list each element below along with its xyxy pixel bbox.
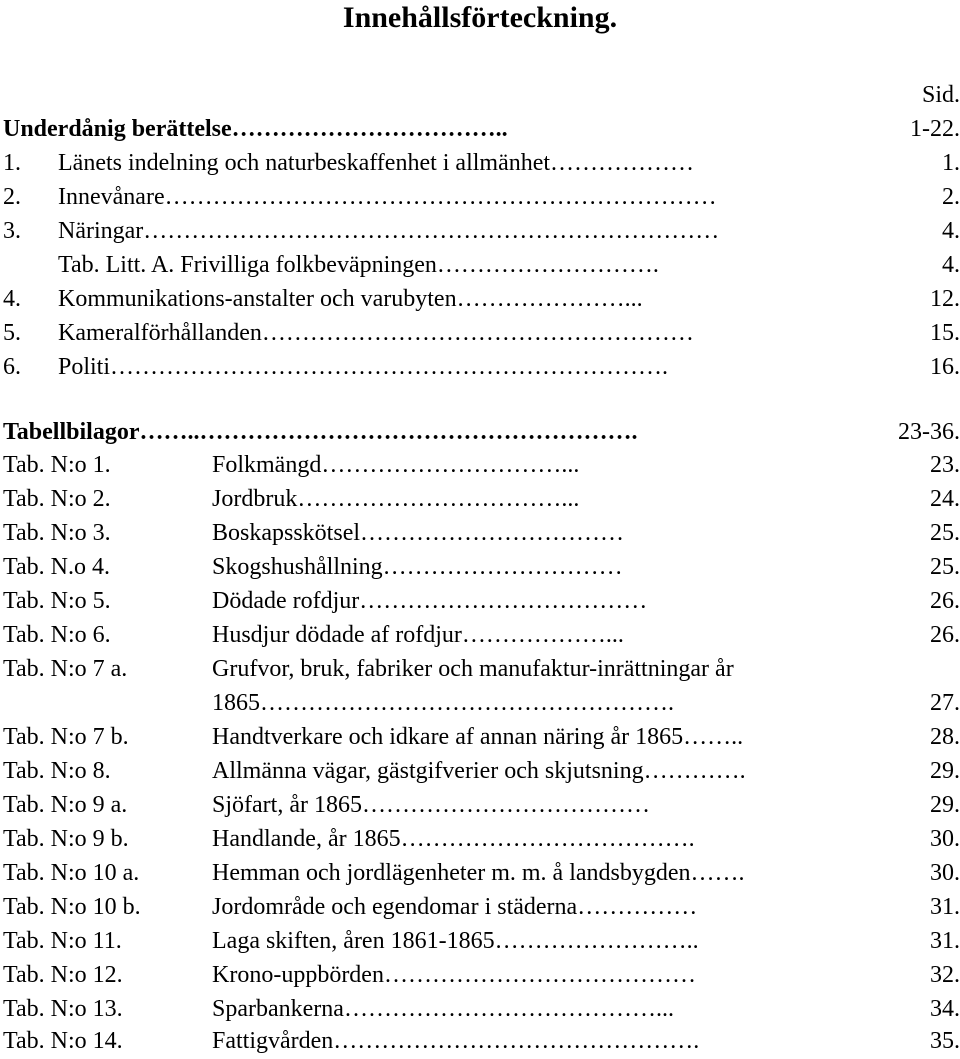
table-entry — [0, 1024, 960, 1058]
entry-number: 4. — [3, 286, 21, 312]
table-entry — [0, 958, 960, 992]
section-heading: Tabellbilagor……..………………………………………………. — [3, 419, 638, 445]
table-number: Tab. N:o 9 a. — [3, 792, 128, 818]
entry-page: 27. — [930, 690, 960, 716]
table-entry — [0, 482, 960, 516]
table-title: Dödade rofdjur……………………………… — [212, 588, 648, 614]
page-title: Innehållsförteckning. — [342, 1, 618, 34]
table-entry — [0, 822, 960, 856]
table-number: Tab. N:o 8. — [3, 758, 111, 784]
table-number: Tab. N:o 2. — [3, 486, 111, 512]
entry-page: 29. — [930, 758, 960, 784]
entry-number: 5. — [3, 320, 21, 346]
entry-page: 23. — [930, 452, 960, 478]
table-number: Tab. N:o 13. — [3, 996, 123, 1022]
entry-title: Länets indelning och naturbeskaffenhet i allmänhet……………… — [58, 150, 695, 176]
section-heading-row — [0, 415, 960, 449]
toc-entry — [0, 350, 960, 384]
table-entry — [0, 720, 960, 754]
table-number: Tab. N:o 5. — [3, 588, 111, 614]
page-column-header: Sid. — [921, 82, 960, 108]
entry-number: 6. — [3, 354, 21, 380]
table-title: Sparbankerna…………………………………... — [212, 996, 674, 1022]
entry-page: 29. — [930, 792, 960, 818]
entry-page: 15. — [930, 320, 960, 346]
table-title: 1865……………………………………………. — [212, 690, 674, 716]
table-title: Grufvor, bruk, fabriker och manufaktur-inrättningar år — [212, 656, 734, 682]
toc-entry — [0, 146, 960, 180]
table-entry — [0, 788, 960, 822]
table-title: Sjöfart, år 1865……………………………… — [212, 792, 650, 818]
table-title: Handlande, år 1865………………………………. — [212, 826, 695, 852]
entry-page: 31. — [930, 894, 960, 920]
entry-title: Kameralförhållanden……………………………………………… — [58, 320, 694, 346]
entry-page: 34. — [930, 996, 960, 1022]
table-number: Tab. N:o 12. — [3, 962, 123, 988]
section-heading-page: 23-36. — [898, 419, 960, 445]
table-title: Hemman och jordlägenheter m. m. å landsbygden……. — [212, 860, 745, 886]
entry-title: Tab. Litt. A. Frivilliga folkbeväpningen………………………. — [58, 252, 659, 278]
table-title: Krono-uppbörden………………………………… — [212, 962, 696, 988]
table-title: Jordområde och egendomar i städerna…………… — [212, 894, 698, 920]
entry-page: 1. — [942, 150, 960, 176]
entry-title: Innevånare…………………………………………………………… — [58, 184, 717, 210]
table-entry — [0, 584, 960, 618]
entry-page: 4. — [942, 252, 960, 278]
table-number: Tab. N:o 1. — [3, 452, 111, 478]
entry-page: 28. — [930, 724, 960, 750]
table-entry — [0, 652, 960, 686]
entry-page: 16. — [930, 354, 960, 380]
section-heading-row — [0, 112, 960, 146]
entry-number: 1. — [3, 150, 21, 176]
table-number: Tab. N.o 4. — [3, 554, 110, 580]
table-entry — [0, 856, 960, 890]
table-number: Tab. N:o 9 b. — [3, 826, 129, 852]
entry-page: 24. — [930, 486, 960, 512]
toc-entry — [0, 180, 960, 214]
table-title: Boskapsskötsel…………………………… — [212, 520, 625, 546]
entry-page: 35. — [930, 1028, 960, 1054]
entry-page: 30. — [930, 860, 960, 886]
table-number: Tab. N:o 11. — [3, 928, 122, 954]
table-title: Laga skiften, åren 1861-1865…………………….. — [212, 928, 699, 954]
entry-page: 25. — [930, 554, 960, 580]
table-entry — [0, 992, 960, 1026]
entry-title: Politi……………………………………………………………. — [58, 354, 669, 380]
table-title: Fattigvården………………………………………. — [212, 1028, 700, 1054]
table-title: Folkmängd…………………………... — [212, 452, 580, 478]
table-number: Tab. N:o 7 b. — [3, 724, 129, 750]
table-entry — [0, 890, 960, 924]
table-number: Tab. N:o 3. — [3, 520, 111, 546]
page-column-header-row — [0, 78, 960, 112]
toc-entry — [0, 214, 960, 248]
table-number: Tab. N:o 10 a. — [3, 860, 140, 886]
table-number: Tab. N:o 6. — [3, 622, 111, 648]
section-heading-page: 1-22. — [910, 116, 960, 142]
table-title: Skogshushållning………………………… — [212, 554, 623, 580]
table-entry — [0, 618, 960, 652]
table-number: Tab. N:o 14. — [3, 1028, 123, 1054]
entry-page: 30. — [930, 826, 960, 852]
table-entry — [0, 754, 960, 788]
table-title: Jordbruk……………………………... — [212, 486, 580, 512]
toc-entry — [0, 316, 960, 350]
table-title: Allmänna vägar, gästgifverier och skjutsning…………. — [212, 758, 746, 784]
table-entry — [0, 516, 960, 550]
entry-page: 26. — [930, 622, 960, 648]
entry-page: 25. — [930, 520, 960, 546]
entry-number: 3. — [3, 218, 21, 244]
table-entry — [0, 550, 960, 584]
table-entry — [0, 924, 960, 958]
table-entry — [0, 448, 960, 482]
entry-number: 2. — [3, 184, 21, 210]
section-heading: Underdånig berättelse…………………………….. — [3, 116, 508, 142]
entry-page: 12. — [930, 286, 960, 312]
entry-page: 26. — [930, 588, 960, 614]
entry-title: Kommunikations-anstalter och varubyten…………………... — [58, 286, 643, 312]
toc-entry — [0, 248, 960, 282]
toc-entry — [0, 282, 960, 316]
table-title: Handtverkare och idkare af annan näring år 1865…….. — [212, 724, 744, 750]
entry-page: 32. — [930, 962, 960, 988]
table-number: Tab. N:o 10 b. — [3, 894, 141, 920]
table-entry-continuation — [0, 686, 960, 720]
table-number: Tab. N:o 7 a. — [3, 656, 128, 682]
entry-page: 31. — [930, 928, 960, 954]
entry-page: 4. — [942, 218, 960, 244]
table-title: Husdjur dödade af rofdjur………………... — [212, 622, 624, 648]
entry-title: Näringar……………………………………………………………… — [58, 218, 720, 244]
entry-page: 2. — [942, 184, 960, 210]
